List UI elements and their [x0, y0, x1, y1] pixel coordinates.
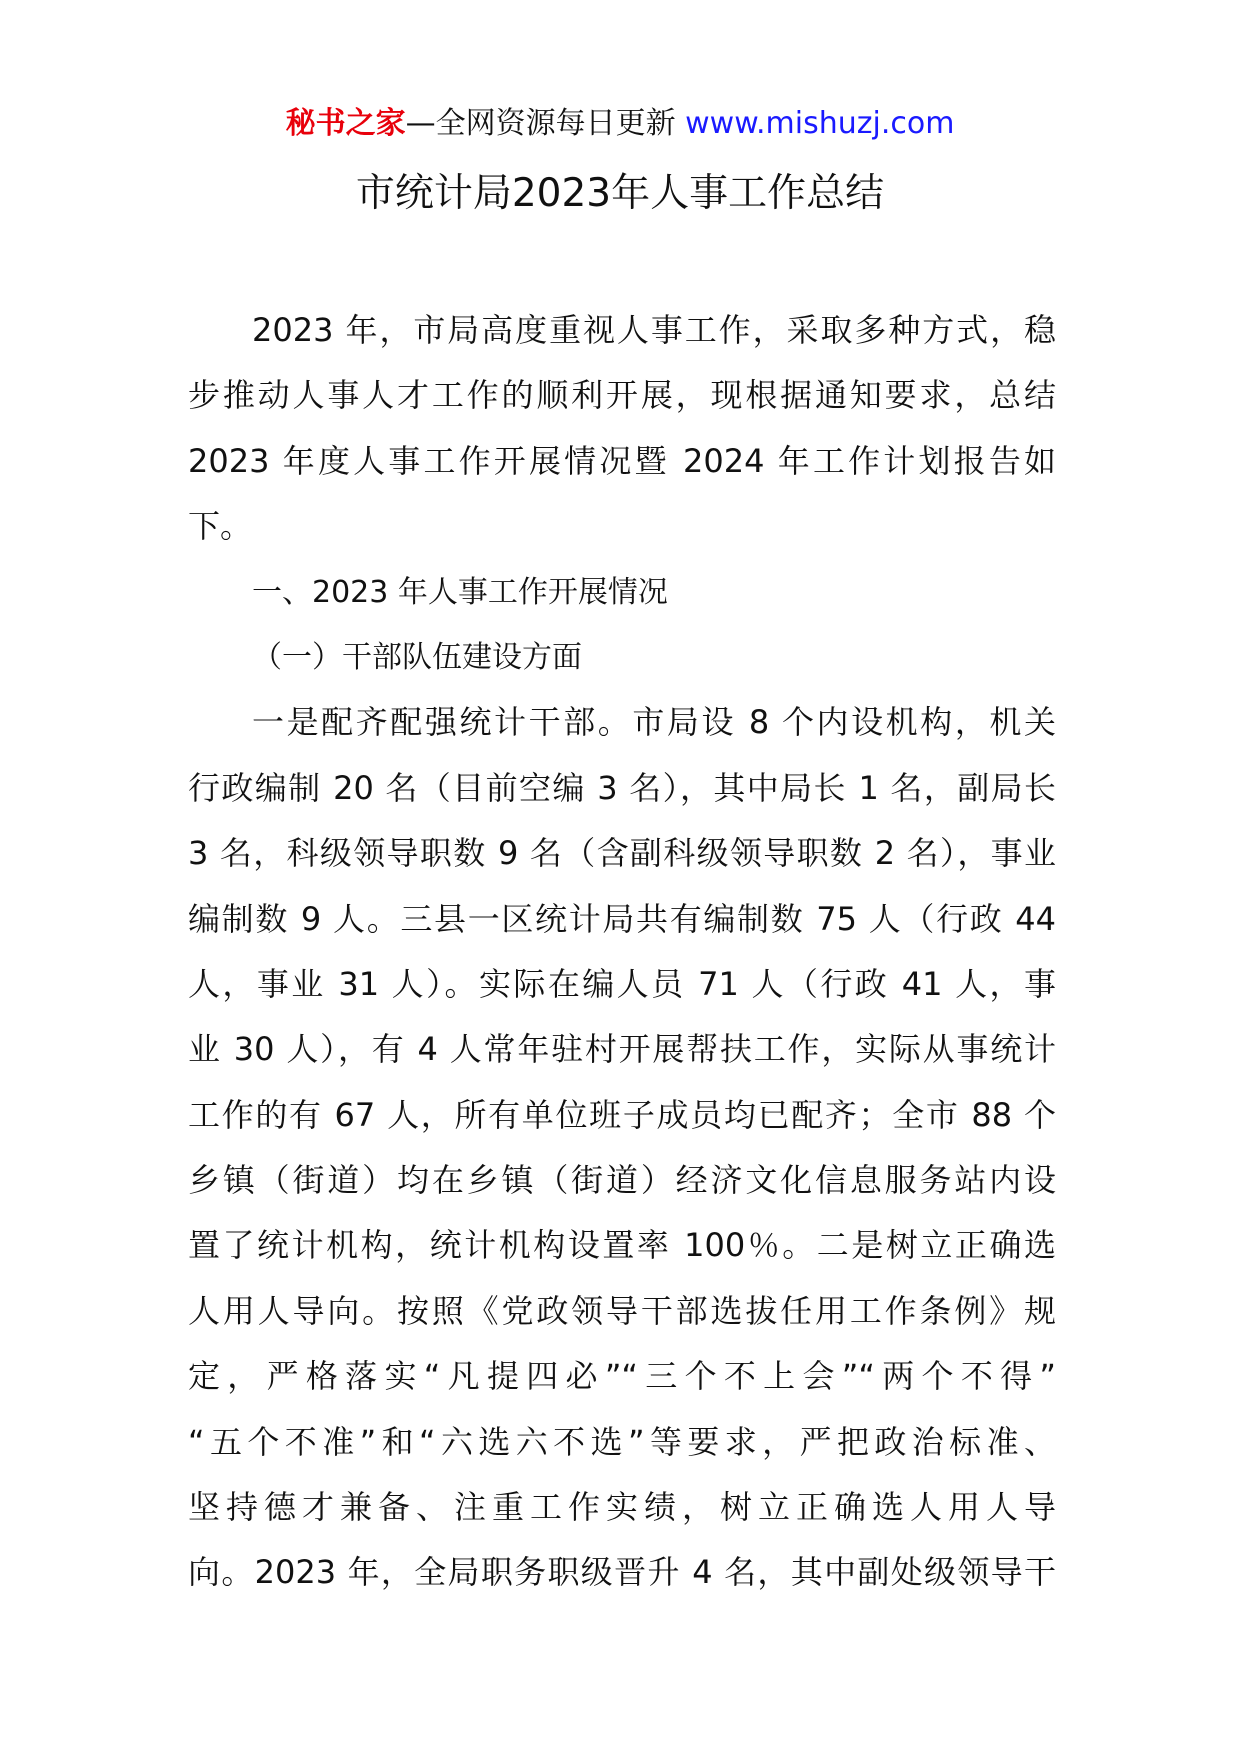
paragraph-line: 人，事业 31 人）。实际在编人员 71 人（行政 41 人，事 [188, 964, 1056, 1003]
paragraph-line: 业 30 人），有 4 人常年驻村开展帮扶工作，实际从事统计 [188, 1030, 1056, 1069]
paragraph-line: 编制数 9 人。三县一区统计局共有编制数 75 人（行政 44 [188, 899, 1056, 938]
paragraph-line: 向。2023 年，全局职务职级晋升 4 名，其中副处级领导干 [188, 1553, 1056, 1592]
site-header [0, 104, 1240, 144]
paragraph-line: 步推动人事人才工作的顺利开展，现根据通知要求，总结 [188, 376, 1056, 415]
paragraph-line: 置了统计机构，统计机构设置率 100％。二是树立正确选 [188, 1226, 1056, 1265]
site-url-link[interactable]: www.mishuzj.com [685, 106, 955, 141]
paragraph-line: 下。 [188, 507, 253, 546]
paragraph-line: 3 名，科级领导职数 9 名（含副科级领导职数 2 名），事业 [188, 834, 1056, 873]
paragraph-line: 坚持德才兼备、注重工作实绩，树立正确选人用人导 [188, 1488, 1056, 1527]
subsection-heading: （一）干部队伍建设方面 [252, 639, 582, 675]
paragraph-line: “五个不准”和“六选六不选”等要求，严把政治标准、 [188, 1422, 1056, 1461]
document-body [188, 298, 1056, 1606]
section-heading: 一、2023 年人事工作开展情况 [252, 574, 668, 610]
paragraph-line: 行政编制 20 名（目前空编 3 名），其中局长 1 名，副局长 [188, 768, 1056, 807]
paragraph-line: 定，严格落实“凡提四必”“三个不上会”“两个不得” [188, 1357, 1056, 1396]
paragraph-line: 乡镇（街道）均在乡镇（街道）经济文化信息服务站内设 [188, 1161, 1056, 1200]
site-brand: 秘书之家 [285, 106, 406, 141]
document-title: 市统计局2023年人事工作总结 [355, 171, 885, 216]
site-tagline: —全网资源每日更新 [405, 106, 676, 141]
paragraph-line: 2023 年，市局高度重视人事工作，采取多种方式，稳 [252, 311, 1056, 349]
paragraph-line: 工作的有 67 人，所有单位班子成员均已配齐；全市 88 个 [188, 1095, 1056, 1134]
paragraph-line: 2023 年度人事工作开展情况暨 2024 年工作计划报告如 [188, 441, 1056, 480]
paragraph-line: 人用人导向。按照《党政领导干部选拔任用工作条例》规 [188, 1291, 1056, 1330]
paragraph-line: 一是配齐配强统计干部。市局设 8 个内设机构，机关 [252, 703, 1056, 742]
